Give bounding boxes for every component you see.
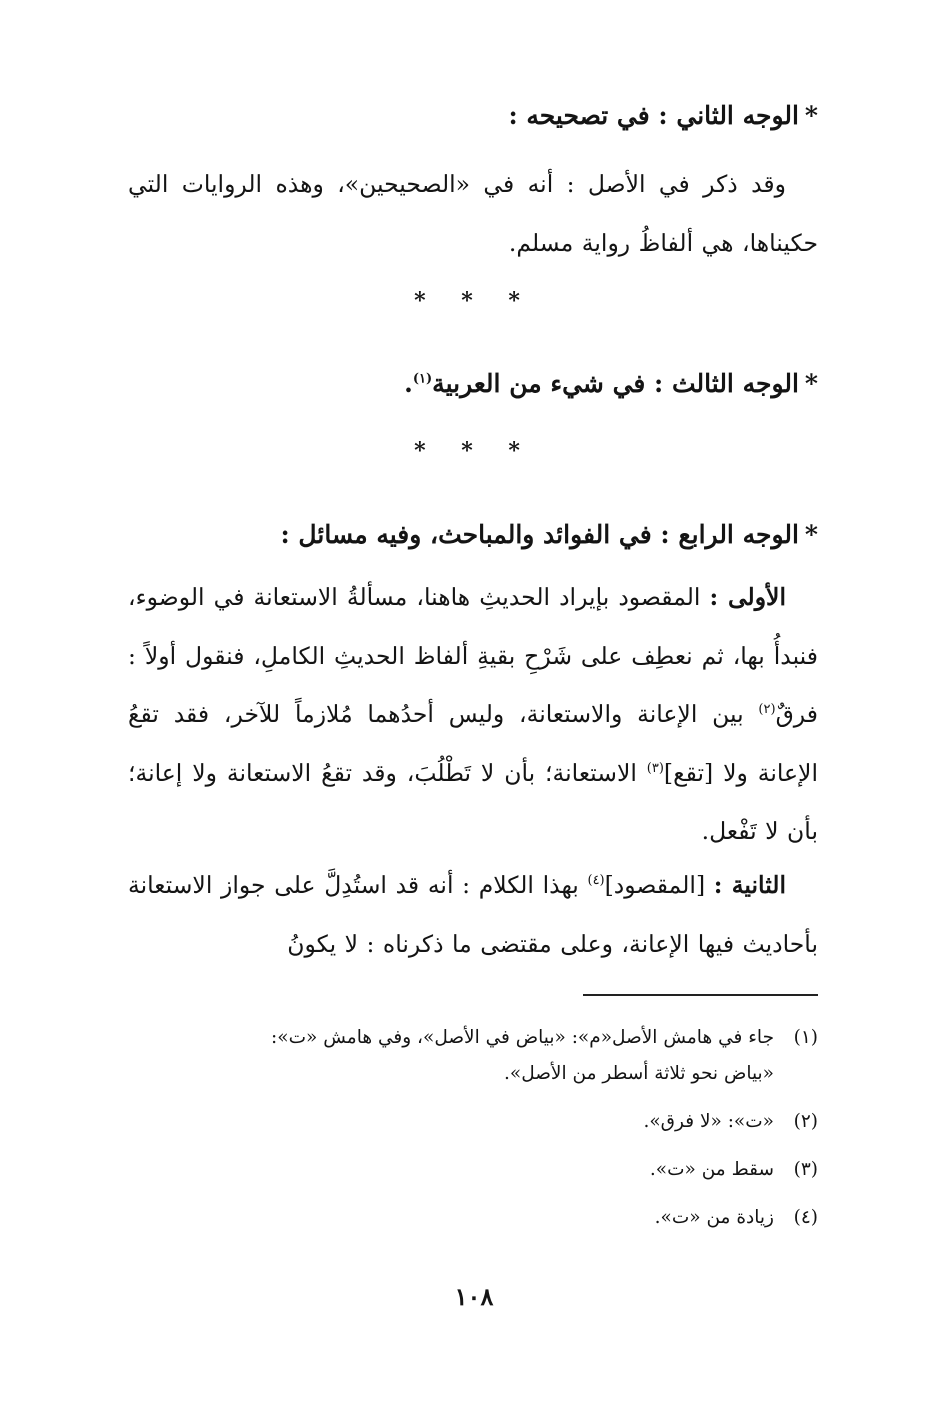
footnote-4 — [128, 1194, 818, 1242]
section-separator: * * * — [414, 438, 534, 464]
footnote-ref: (٢) — [758, 702, 776, 718]
page-number: ١٠٨ — [454, 1282, 494, 1311]
heading-second-aspect — [128, 96, 818, 136]
section-separator: * * * — [414, 288, 534, 314]
footnote-1-continuation: «بياض نحو ثلاثة أسطر من الأصل». — [504, 1063, 774, 1084]
footnote-1 — [128, 1014, 818, 1062]
footnote-ref: (٤) — [587, 873, 605, 889]
star-marker: * — [804, 369, 818, 398]
heading-end: . — [404, 369, 413, 398]
paragraph-text: بهذا الكلام : أنه قد استُدِلَّ على جواز الاستعانة بأحاديث فيها الإعانة، وعلى مقتضى ما ذكرناه : لا يكونُ — [128, 871, 818, 958]
issue-lead: الثانية : — [713, 871, 786, 899]
heading-text: الوجه الثالث : في شيء من العربية — [432, 369, 799, 398]
star-marker: * — [804, 101, 818, 130]
heading-text: الوجه الثاني : في تصحيحه : — [508, 101, 799, 130]
issue-lead: الأولى : — [709, 583, 786, 611]
paragraph-second-issue — [128, 856, 818, 973]
footnote-ref: (٣) — [646, 760, 664, 776]
footnote-text: جاء في هامش الأصل«م»: «بياض في الأصل»، وفي هامش «ت»: — [271, 1027, 774, 1048]
footnote-2 — [128, 1098, 818, 1146]
paragraph-text: الاستعانة؛ بأن لا تَطْلُبَ، وقد تقعُ الاستعانة ولا إعانة؛ بأن لا تَفْعل. — [128, 758, 818, 845]
footnote-3 — [128, 1146, 818, 1194]
footnote-text: زيادة من «ت». — [654, 1207, 774, 1228]
footnote-number: (٣) — [793, 1159, 818, 1180]
paragraph-second-aspect: وقد ذكر في الأصل : أنه في «الصحيحين»، وهذه الروايات التي حكيناها، هي ألفاظُ رواية مسلم. — [128, 170, 818, 257]
footnote-ref: (١) — [412, 371, 433, 387]
paragraph-text: بين الإعانة والاستعانة، وليس أحدُهما مُلازماً للآخر، فقد تقعُ الإعانة ولا [تقع] — [128, 700, 818, 787]
footnote-number: (١) — [793, 1027, 818, 1048]
heading-third-aspect — [128, 364, 818, 404]
paragraph-first-issue — [128, 568, 818, 861]
paragraph-text: [المقصود] — [604, 871, 706, 899]
footnote-text: «ت»: «لا فرق». — [643, 1111, 774, 1132]
paragraph-text: المقصود بإيراد الحديثِ هاهنا، مسألةُ الاستعانة في الوضوء، فنبدأُ بها، ثم نعطِف على شَرْحِ بقيةِ ألفاظ الحديثِ الكاملِ، فنقول أولاً : فرقٌ — [128, 583, 818, 728]
footnote-text: سقط من «ت». — [649, 1159, 774, 1180]
star-marker: * — [804, 520, 818, 549]
heading-text: الوجه الرابع : في الفوائد والمباحث، وفيه مسائل : — [280, 520, 799, 549]
footnote-number: (٢) — [793, 1111, 818, 1132]
heading-fourth-aspect — [128, 515, 818, 555]
footnote-divider — [583, 994, 818, 996]
footnote-number: (٤) — [793, 1207, 818, 1228]
footnotes — [128, 1014, 818, 1242]
